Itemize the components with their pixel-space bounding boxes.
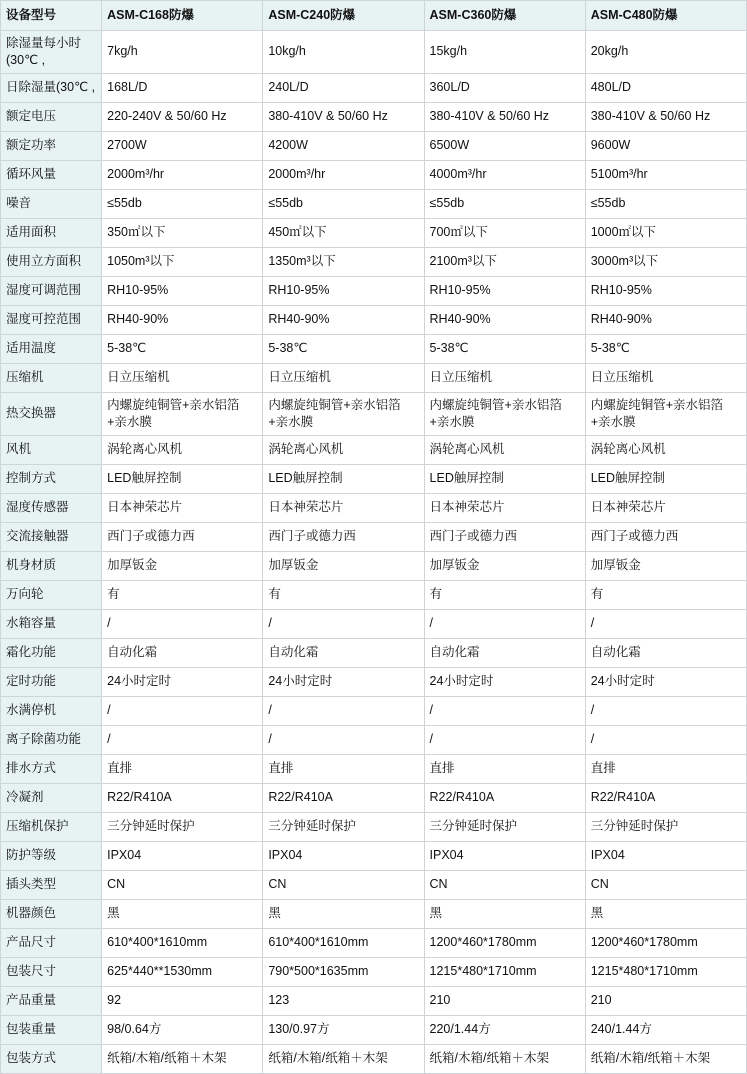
row-value: 日本神荣芯片 — [585, 493, 746, 522]
row-value: 5-38℃ — [263, 334, 424, 363]
row-value: 24小时定时 — [102, 667, 263, 696]
row-value: 自动化霜 — [585, 638, 746, 667]
row-label: 风机 — [1, 435, 102, 464]
column-header-model-4: ASM-C480防爆 — [585, 1, 746, 31]
row-value: 240L/D — [263, 73, 424, 102]
table-row — [1, 493, 747, 522]
row-value: 790*500*1635mm — [263, 957, 424, 986]
row-label: 湿度可控范围 — [1, 305, 102, 334]
row-label: 水箱容量 — [1, 609, 102, 638]
row-value: RH40-90% — [102, 305, 263, 334]
row-value: / — [585, 609, 746, 638]
row-value: RH40-90% — [585, 305, 746, 334]
row-value: 有 — [424, 580, 585, 609]
row-value: 西门子或德力西 — [424, 522, 585, 551]
row-value: 自动化霜 — [102, 638, 263, 667]
row-value: 涡轮离心风机 — [424, 435, 585, 464]
row-label: 插头类型 — [1, 870, 102, 899]
row-label: 湿度可调范围 — [1, 276, 102, 305]
row-value: / — [424, 609, 585, 638]
column-header-label: 设备型号 — [1, 1, 102, 31]
row-value: 西门子或德力西 — [585, 522, 746, 551]
row-value: 1215*480*1710mm — [424, 957, 585, 986]
row-value: LED触屏控制 — [424, 464, 585, 493]
row-label: 压缩机保护 — [1, 812, 102, 841]
row-value: 西门子或德力西 — [102, 522, 263, 551]
table-row — [1, 928, 747, 957]
row-value: 610*400*1610mm — [102, 928, 263, 957]
row-value: 123 — [263, 986, 424, 1015]
row-label: 控制方式 — [1, 464, 102, 493]
row-value: 日立压缩机 — [424, 363, 585, 392]
row-label: 湿度传感器 — [1, 493, 102, 522]
row-value: 加厚钣金 — [585, 551, 746, 580]
table-row — [1, 986, 747, 1015]
row-value: 1050m³以下 — [102, 247, 263, 276]
row-label: 使用立方面积 — [1, 247, 102, 276]
column-header-model-3: ASM-C360防爆 — [424, 1, 585, 31]
table-row — [1, 189, 747, 218]
row-label: 额定功率 — [1, 131, 102, 160]
row-value: 1215*480*1710mm — [585, 957, 746, 986]
row-value: 自动化霜 — [263, 638, 424, 667]
table-row — [1, 870, 747, 899]
row-value: 黑 — [102, 899, 263, 928]
row-value: 130/0.97方 — [263, 1015, 424, 1044]
table-row — [1, 334, 747, 363]
table-row — [1, 392, 747, 435]
row-value: CN — [585, 870, 746, 899]
row-label: 离子除菌功能 — [1, 725, 102, 754]
table-row — [1, 667, 747, 696]
row-value: 240/1.44方 — [585, 1015, 746, 1044]
row-value: 纸箱/木箱/纸箱＋木架 — [585, 1044, 746, 1073]
row-value: 360L/D — [424, 73, 585, 102]
row-value: / — [263, 609, 424, 638]
row-value: 10kg/h — [263, 31, 424, 74]
row-value: 涡轮离心风机 — [263, 435, 424, 464]
row-label: 机器颜色 — [1, 899, 102, 928]
row-value: 有 — [263, 580, 424, 609]
table-row — [1, 160, 747, 189]
row-value: 210 — [424, 986, 585, 1015]
row-value: RH10-95% — [424, 276, 585, 305]
row-label: 热交换器 — [1, 392, 102, 435]
row-value: 纸箱/木箱/纸箱＋木架 — [263, 1044, 424, 1073]
row-value: / — [424, 725, 585, 754]
row-label: 水满停机 — [1, 696, 102, 725]
row-value: 纸箱/木箱/纸箱＋木架 — [424, 1044, 585, 1073]
row-label: 产品重量 — [1, 986, 102, 1015]
row-value: / — [424, 696, 585, 725]
row-value: LED触屏控制 — [263, 464, 424, 493]
row-value: 三分钟延时保护 — [424, 812, 585, 841]
table-row — [1, 247, 747, 276]
row-value: ≤55db — [263, 189, 424, 218]
row-value: 2700W — [102, 131, 263, 160]
row-value: IPX04 — [424, 841, 585, 870]
row-value: 480L/D — [585, 73, 746, 102]
row-value: 7kg/h — [102, 31, 263, 74]
row-label: 适用面积 — [1, 218, 102, 247]
row-label: 产品尺寸 — [1, 928, 102, 957]
row-value: 5-38℃ — [102, 334, 263, 363]
row-value: / — [263, 725, 424, 754]
row-value: ≤55db — [102, 189, 263, 218]
row-value: 450㎡以下 — [263, 218, 424, 247]
row-value: 黑 — [424, 899, 585, 928]
row-value: 92 — [102, 986, 263, 1015]
table-header — [1, 1, 747, 31]
table-row — [1, 609, 747, 638]
row-label: 交流接触器 — [1, 522, 102, 551]
table-row — [1, 841, 747, 870]
row-value: 168L/D — [102, 73, 263, 102]
row-value: RH10-95% — [263, 276, 424, 305]
row-label: 包装尺寸 — [1, 957, 102, 986]
row-value: 黑 — [585, 899, 746, 928]
row-value: / — [585, 696, 746, 725]
row-value: 350㎡以下 — [102, 218, 263, 247]
row-value: 纸箱/木箱/纸箱＋木架 — [102, 1044, 263, 1073]
row-value: 5-38℃ — [585, 334, 746, 363]
row-value: 210 — [585, 986, 746, 1015]
row-value: 涡轮离心风机 — [585, 435, 746, 464]
row-value: IPX04 — [102, 841, 263, 870]
row-value: CN — [424, 870, 585, 899]
row-value: CN — [263, 870, 424, 899]
row-label: 除湿量每小时(30℃ , — [1, 31, 102, 74]
row-value: 日本神荣芯片 — [263, 493, 424, 522]
row-value: 5100m³/hr — [585, 160, 746, 189]
table-row — [1, 812, 747, 841]
row-value: 有 — [585, 580, 746, 609]
row-value: ≤55db — [585, 189, 746, 218]
table-row — [1, 580, 747, 609]
column-header-model-2: ASM-C240防爆 — [263, 1, 424, 31]
column-header-model-1: ASM-C168防爆 — [102, 1, 263, 31]
row-value: / — [102, 725, 263, 754]
table-row — [1, 957, 747, 986]
table-row — [1, 305, 747, 334]
row-value: 2000m³/hr — [263, 160, 424, 189]
row-label: 排水方式 — [1, 754, 102, 783]
row-label: 额定电压 — [1, 102, 102, 131]
row-value: 380-410V & 50/60 Hz — [424, 102, 585, 131]
table-row — [1, 73, 747, 102]
row-value: 日本神荣芯片 — [102, 493, 263, 522]
row-value: 380-410V & 50/60 Hz — [585, 102, 746, 131]
table-row — [1, 638, 747, 667]
row-value: 380-410V & 50/60 Hz — [263, 102, 424, 131]
row-value: 9600W — [585, 131, 746, 160]
row-value: 三分钟延时保护 — [585, 812, 746, 841]
row-value: 4000m³/hr — [424, 160, 585, 189]
row-label: 定时功能 — [1, 667, 102, 696]
row-label: 霜化功能 — [1, 638, 102, 667]
row-value: R22/R410A — [263, 783, 424, 812]
table-row — [1, 31, 747, 74]
table-row — [1, 522, 747, 551]
row-value: 内螺旋纯铜管+亲水铝箔+亲水膜 — [585, 392, 746, 435]
row-value: 西门子或德力西 — [263, 522, 424, 551]
row-value: CN — [102, 870, 263, 899]
row-value: 日立压缩机 — [102, 363, 263, 392]
table-row — [1, 551, 747, 580]
row-value: 700㎡以下 — [424, 218, 585, 247]
row-value: 220/1.44方 — [424, 1015, 585, 1044]
row-label: 包装重量 — [1, 1015, 102, 1044]
row-value: 220-240V & 50/60 Hz — [102, 102, 263, 131]
table-row — [1, 363, 747, 392]
row-value: 日本神荣芯片 — [424, 493, 585, 522]
row-value: 加厚钣金 — [424, 551, 585, 580]
table-row — [1, 464, 747, 493]
row-value: 24小时定时 — [424, 667, 585, 696]
table-row — [1, 102, 747, 131]
row-value: 24小时定时 — [263, 667, 424, 696]
row-value: R22/R410A — [585, 783, 746, 812]
row-value: 内螺旋纯铜管+亲水铝箔+亲水膜 — [102, 392, 263, 435]
row-value: 自动化霜 — [424, 638, 585, 667]
row-value: 涡轮离心风机 — [102, 435, 263, 464]
table-row — [1, 276, 747, 305]
row-value: 6500W — [424, 131, 585, 160]
row-value: 1200*460*1780mm — [424, 928, 585, 957]
row-label: 冷凝剂 — [1, 783, 102, 812]
row-value: 2100m³以下 — [424, 247, 585, 276]
row-value: 日立压缩机 — [585, 363, 746, 392]
row-value: 内螺旋纯铜管+亲水铝箔+亲水膜 — [424, 392, 585, 435]
table-header-row — [1, 1, 747, 31]
row-label: 压缩机 — [1, 363, 102, 392]
table-row — [1, 1044, 747, 1073]
row-value: RH10-95% — [585, 276, 746, 305]
row-value: RH10-95% — [102, 276, 263, 305]
row-value: 20kg/h — [585, 31, 746, 74]
table-row — [1, 435, 747, 464]
table-row — [1, 725, 747, 754]
row-value: IPX04 — [585, 841, 746, 870]
row-label: 日除湿量(30℃ , — [1, 73, 102, 102]
row-value: R22/R410A — [424, 783, 585, 812]
row-value: R22/R410A — [102, 783, 263, 812]
table-row — [1, 131, 747, 160]
row-value: 1000㎡以下 — [585, 218, 746, 247]
row-value: 日立压缩机 — [263, 363, 424, 392]
row-value: 1200*460*1780mm — [585, 928, 746, 957]
row-value: 4200W — [263, 131, 424, 160]
row-value: / — [102, 696, 263, 725]
row-value: 三分钟延时保护 — [102, 812, 263, 841]
table-row — [1, 754, 747, 783]
row-value: 2000m³/hr — [102, 160, 263, 189]
row-label: 噪音 — [1, 189, 102, 218]
row-value: RH40-90% — [263, 305, 424, 334]
row-value: / — [102, 609, 263, 638]
row-value: 5-38℃ — [424, 334, 585, 363]
row-value: 直排 — [424, 754, 585, 783]
row-value: 加厚钣金 — [263, 551, 424, 580]
row-value: ≤55db — [424, 189, 585, 218]
row-value: 直排 — [263, 754, 424, 783]
table-body — [1, 31, 747, 1074]
row-label: 防护等级 — [1, 841, 102, 870]
row-value: 24小时定时 — [585, 667, 746, 696]
row-value: 625*440**1530mm — [102, 957, 263, 986]
row-label: 适用温度 — [1, 334, 102, 363]
row-value: 加厚钣金 — [102, 551, 263, 580]
row-value: IPX04 — [263, 841, 424, 870]
row-value: 直排 — [585, 754, 746, 783]
row-value: LED触屏控制 — [585, 464, 746, 493]
row-value: 黑 — [263, 899, 424, 928]
row-value: LED触屏控制 — [102, 464, 263, 493]
row-value: / — [263, 696, 424, 725]
row-value: 15kg/h — [424, 31, 585, 74]
row-value: 三分钟延时保护 — [263, 812, 424, 841]
row-value: 3000m³以下 — [585, 247, 746, 276]
row-label: 万向轮 — [1, 580, 102, 609]
table-row — [1, 696, 747, 725]
row-value: 610*400*1610mm — [263, 928, 424, 957]
row-value: / — [585, 725, 746, 754]
row-value: 98/0.64方 — [102, 1015, 263, 1044]
table-row — [1, 218, 747, 247]
row-label: 机身材质 — [1, 551, 102, 580]
row-value: 直排 — [102, 754, 263, 783]
table-row — [1, 1015, 747, 1044]
row-label: 包装方式 — [1, 1044, 102, 1073]
table-row — [1, 783, 747, 812]
row-value: 有 — [102, 580, 263, 609]
table-row — [1, 899, 747, 928]
row-value: 内螺旋纯铜管+亲水铝箔+亲水膜 — [263, 392, 424, 435]
row-label: 循环风量 — [1, 160, 102, 189]
row-value: RH40-90% — [424, 305, 585, 334]
row-value: 1350m³以下 — [263, 247, 424, 276]
